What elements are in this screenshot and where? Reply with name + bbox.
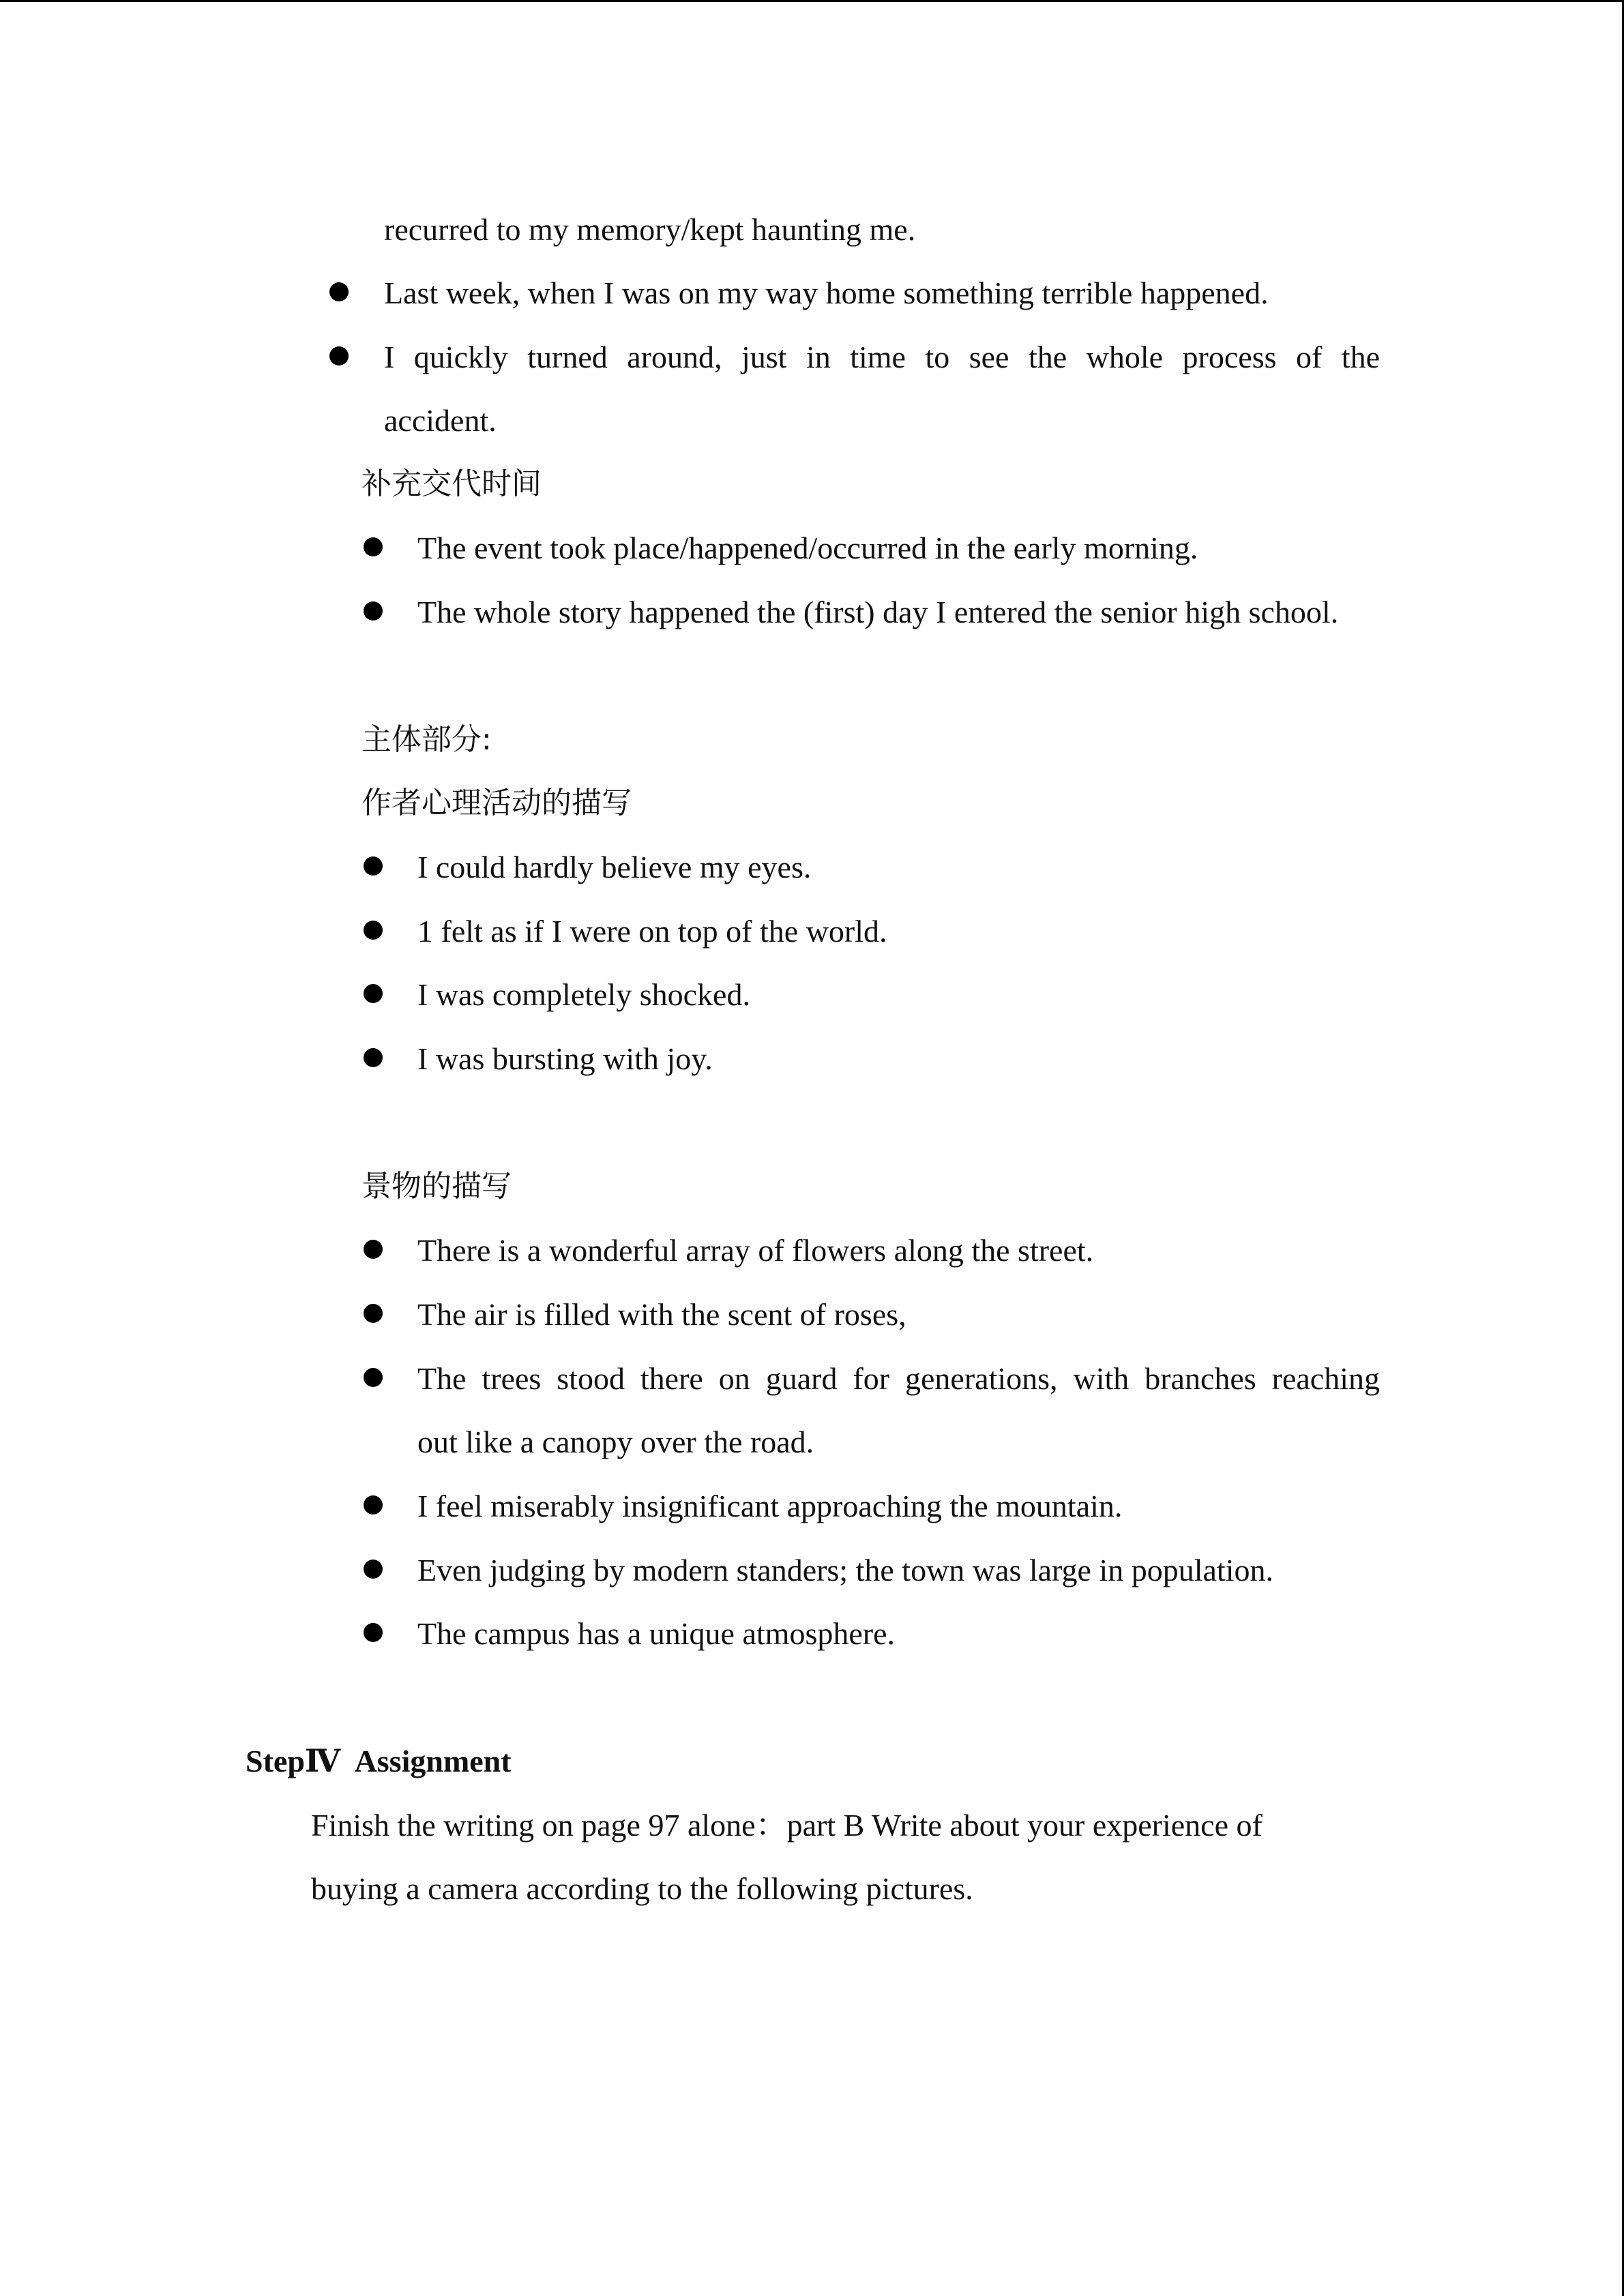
bullet-icon [364, 1240, 383, 1259]
psych-item-3: I was completely shocked. [417, 977, 750, 1012]
scenery-item-2: The air is filled with the scent of roses, [417, 1297, 906, 1332]
intro-item-2-continuation: accident. [384, 403, 497, 438]
bullet-icon [329, 346, 349, 366]
bullet-icon [364, 1048, 383, 1067]
page-top-border [0, 0, 1624, 2]
bullet-icon [364, 921, 383, 940]
scenery-item-1: There is a wonderful array of flowers along the street. [417, 1233, 1094, 1268]
scenery-item-6: The campus has a unique atmosphere. [417, 1616, 895, 1651]
psych-item-1: I could hardly believe my eyes. [417, 850, 812, 884]
bullet-icon [364, 1560, 383, 1579]
bullet-icon [364, 1623, 383, 1642]
psych-item-4: I was bursting with joy. [417, 1041, 713, 1076]
bullet-icon [364, 1304, 383, 1323]
scenery-section-heading: 景物的描写 [361, 1169, 512, 1204]
scenery-item-5: Even judging by modern standers; the town was large in population. [417, 1553, 1273, 1587]
main-section-subheading: 作者心理活动的描写 [361, 786, 632, 820]
time-section-heading: 补充交代时间 [361, 466, 542, 501]
assignment-line-2: buying a camera according to the following pictures. [311, 1871, 973, 1906]
time-item-1: The event took place/happened/occurred in the early morning. [417, 531, 1198, 565]
scenery-item-4: I feel miserably insignificant approaching the mountain. [417, 1489, 1123, 1523]
intro-item-1: Last week, when I was on my way home something terrible happened. [384, 275, 1269, 310]
assignment-line-1: Finish the writing on page 97 alone：part B Write about your experience of [311, 1808, 1263, 1843]
bullet-icon [364, 856, 383, 876]
assignment-heading: StepⅣ Assignment [246, 1744, 512, 1778]
scenery-item-3-continuation: out like a canopy over the road. [417, 1425, 814, 1459]
main-section-heading: 主体部分: [361, 722, 492, 757]
bullet-icon [329, 282, 349, 301]
bullet-icon [364, 1368, 383, 1387]
intro-item-2: I quickly turned around, just in time to see the whole process of the [384, 340, 1380, 374]
scenery-item-3: The trees stood there on guard for generations, with branches reaching [417, 1361, 1380, 1396]
psych-item-2: 1 felt as if I were on top of the world. [417, 914, 887, 949]
intro-continuation: recurred to my memory/kept haunting me. [384, 212, 916, 247]
bullet-icon [364, 601, 383, 621]
bullet-icon [364, 537, 383, 556]
bullet-icon [364, 1495, 383, 1515]
time-item-2: The whole story happened the (first) day I entered the senior high school. [417, 595, 1339, 629]
bullet-icon [364, 984, 383, 1003]
